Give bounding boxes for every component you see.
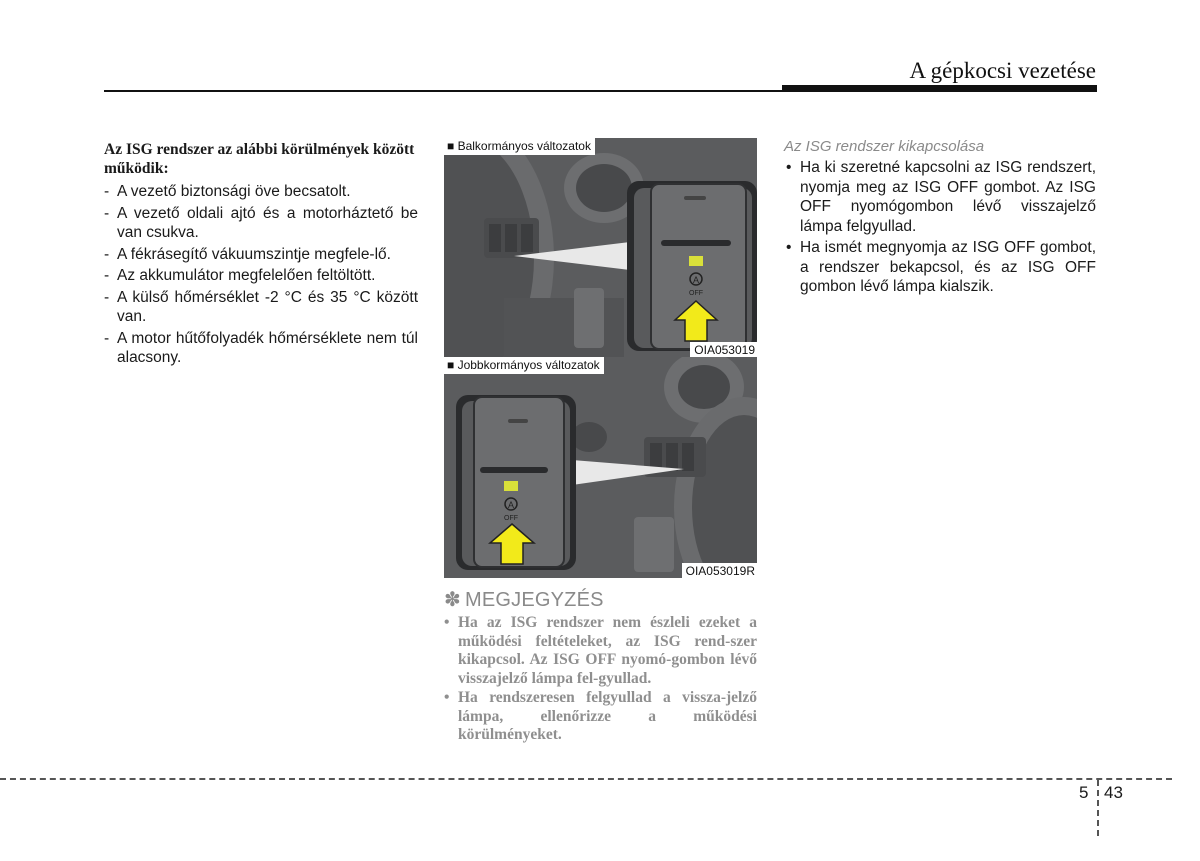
figure-code: OIA053019 <box>690 342 757 357</box>
svg-text:OFF: OFF <box>689 290 703 297</box>
figure-right-hand-drive <box>444 357 757 578</box>
list-item: • Ha ismét megnyomja az ISG OFF gombot, a rendszer bekapcsol, és az ISG OFF gombon lévő lámpa kialszik. <box>786 239 1096 295</box>
list-item: • Ha az ISG rendszer nem észleli ezeket a működési feltételeket, az ISG rend-szer kikapcsol. Az ISG OFF nyomó-gombon lévő visszajelző lámpa fel-gyullad. <box>444 614 757 687</box>
list-item: - A vezető oldali ajtó és a motorháztető be van csukva. <box>104 204 418 241</box>
footer-dashed-rule <box>0 778 1172 780</box>
header-rule-thick <box>782 85 1097 92</box>
note-star-icon: ✽ <box>444 589 461 611</box>
indicator-lamp <box>689 256 703 266</box>
right-column <box>784 138 1096 299</box>
isg-conditions-list <box>104 182 418 368</box>
chapter-number: 5 <box>1079 783 1089 802</box>
footer-vertical-dashed-rule <box>1097 780 1099 836</box>
list-item: - A vezető biztonsági öve becsatolt. <box>104 183 351 200</box>
note-list <box>444 614 757 745</box>
note-box <box>444 588 757 746</box>
dashboard-illustration-rhd <box>444 357 757 578</box>
dashboard-illustration-lhd <box>444 138 757 357</box>
figure-code: OIA053019R <box>682 563 757 578</box>
svg-text:OFF: OFF <box>504 515 518 522</box>
figure-label: ■ Balkormányos változatok <box>444 138 595 155</box>
note-heading: ✽ MEGJEGYZÉS <box>444 589 604 611</box>
list-item: • Ha rendszeresen felgyullad a vissza-jelző lámpa, ellenőrizze a működési körülményeket. <box>444 689 757 743</box>
isg-off-list <box>784 158 1096 297</box>
svg-text:A: A <box>692 275 700 285</box>
left-column <box>104 140 418 370</box>
svg-text:A: A <box>507 500 515 510</box>
list-item: • Ha ki szeretné kapcsolni az ISG rendszert, nyomja meg az ISG OFF gombot. Az ISG OFF nyomógombon lévő visszajelző lámpa felgyullad. <box>786 159 1096 235</box>
list-item: - A külső hőmérséklet -2 °C és 35 °C között van. <box>104 288 418 325</box>
isg-conditions-heading: Az ISG rendszer az alábbi körülmények között működik: <box>104 141 415 177</box>
header-rule-thin <box>104 90 782 92</box>
list-item: - A motor hűtőfolyadék hőmérséklete nem túl alacsony. <box>104 329 418 366</box>
figure-left-hand-drive <box>444 138 757 357</box>
page-number: 43 <box>1104 783 1123 802</box>
page-header-title: A gépkocsi vezetése <box>909 58 1096 83</box>
indicator-lamp <box>504 481 518 491</box>
isg-off-heading: Az ISG rendszer kikapcsolása <box>784 138 985 155</box>
list-item: - A fékrásegítő vákuumszintje megfele-lő. <box>104 245 391 263</box>
list-item: - Az akkumulátor megfelelően feltöltött. <box>104 267 376 284</box>
figure-label: ■ Jobbkormányos változatok <box>444 357 604 374</box>
